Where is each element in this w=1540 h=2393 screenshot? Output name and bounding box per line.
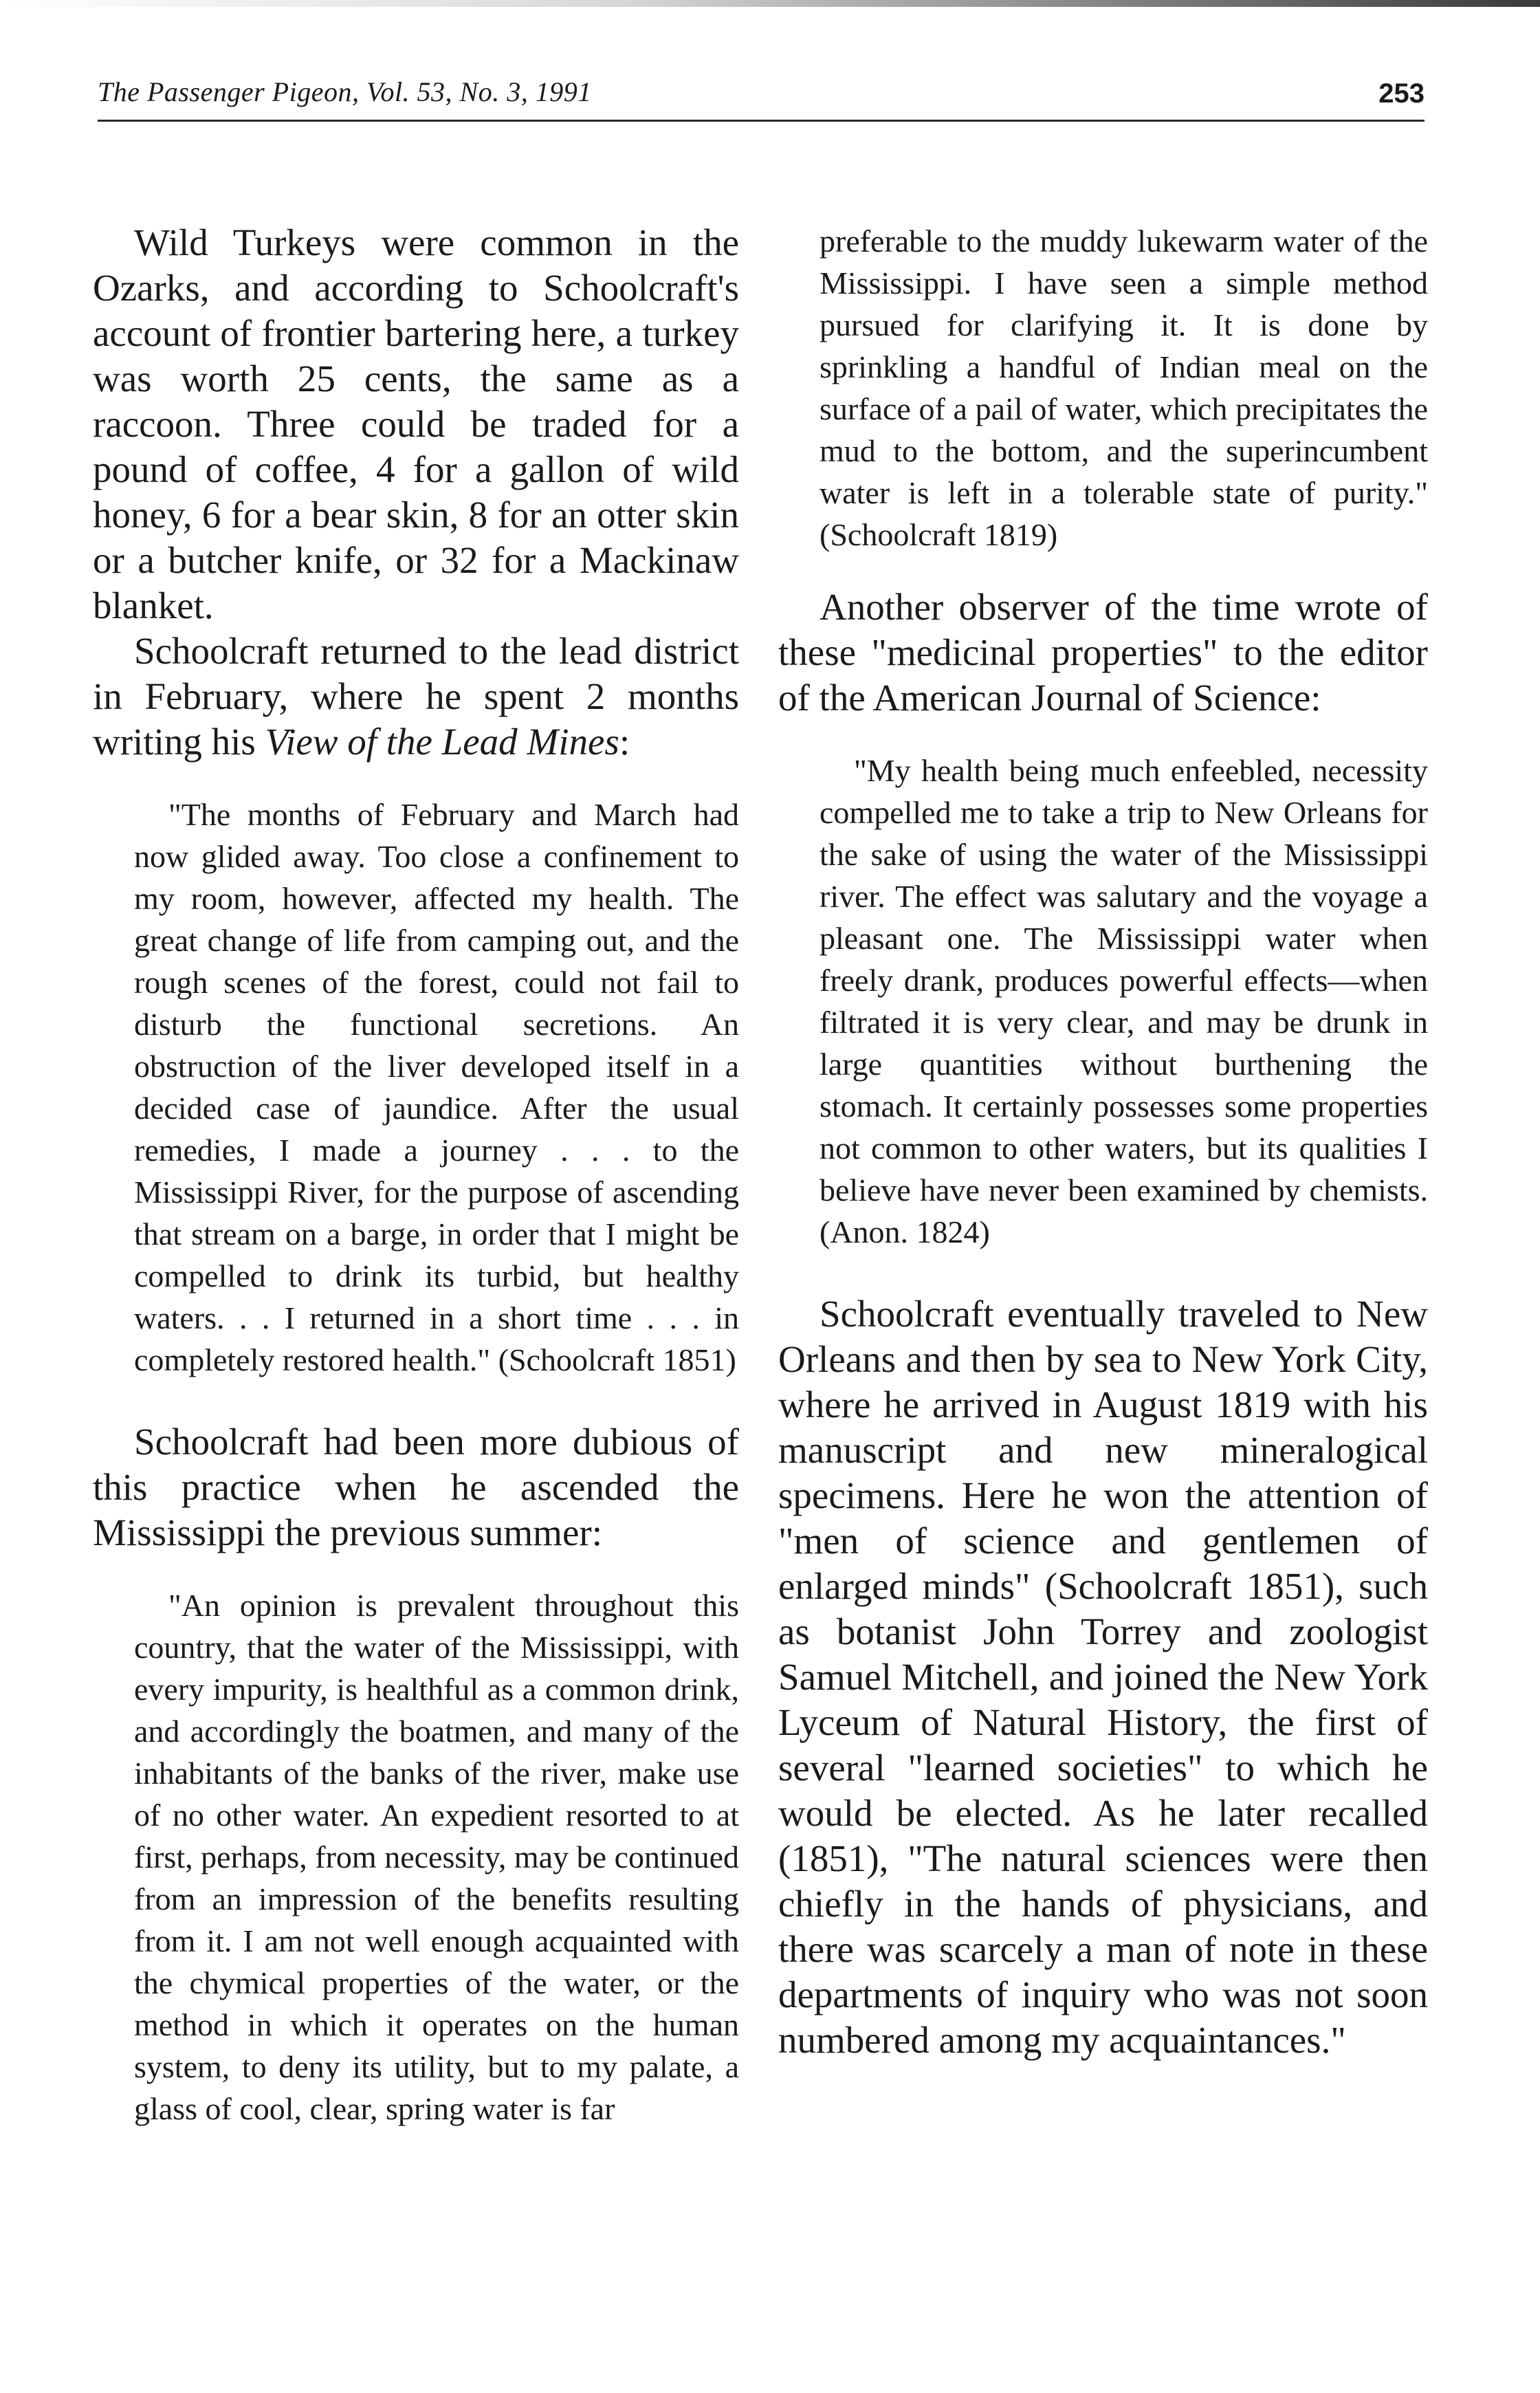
paragraph-another-observer: Another observer of the time wrote of these "medicinal properties" to the editor of the American Journal of Science: [778,586,1428,719]
quote-mississippi-water-continued: preferable to the muddy lukewarm water of the Mississippi. I have seen a simple method pursued for clarifying it. It is done by sprinkling a handful of Indian meal on the surface of a pail of water, which precipitates the mud to the bottom, and the superincumbent water is left in a tolerable state of purity." (Schoolcraft 1819) [820,223,1428,552]
quote-jaundice: "The months of February and March had now glided away. Too close a confinement to my room, however, affected my health. The great change of life from camping out, and the rough scenes of the forest, could not fail to disturb the functional secretions. An obstruction of the liver developed itself in a decided case of jaundice. After the usual remedies, I made a journey . . . to the Mississippi River, for the purpose of ascending that stream on a barge, in order that I might be compelled to drink its turbid, but healthy waters. . . I returned in a short time . . . in completely restored health." (Schoolcraft 1851) [134,797,739,1377]
paragraph-new-york: Schoolcraft eventually traveled to New Orleans and then by sea to New York City, where he arrived in August 1819 with his manuscript and new mineralogical specimens. Here he won the attention of "men of science and gentlemen of enlarged minds" (Schoolcraft 1851), such as botanist John Torrey and zoologist Samuel Mitchell, and joined the New York Lyceum of Natural History, the first of several "learned societies" to which he would be elected. As he later recalled (1851), "The natural sciences were then chiefly in the hands of physicians, and there was scarcely a man of note in these departments of inquiry who was not soon numbered among my acquaintances." [778,1293,1428,2061]
left-column [93,220,739,2130]
running-header [98,66,1424,114]
quote-mississippi-water: "An opinion is prevalent throughout this country, that the water of the Mississippi, with every impurity, is healthful as a common drink, and accordingly the boatmen, and many of the inhabitants of the banks of the river, make use of no other water. An expedient resorted to at first, perhaps, from necessity, may be continued from an impression of the benefits resulting from it. I am not well enough acquainted with the chymical properties of the water, or the method in which it operates on the human system, to deny its utility, but to my palate, a glass of cool, clear, spring water is far [134,1588,739,2126]
quote-health-enfeebled: "My health being much enfeebled, necessity compelled me to take a trip to New Orleans for the sake of using the water of the Mississippi river. The effect was salutary and the voyage a pleasant one. The Mississippi water when freely drank, produces powerful effects—when filtrated it is very clear, and may be drunk in large quantities without burthening the stomach. It certainly possesses some properties not common to other waters, but its qualities I believe have never been examined by chemists. (Anon. 1824) [820,753,1428,1249]
right-column [778,220,1428,2063]
page-number: 253 [1378,78,1424,109]
book-title: View of the Lead Mines [265,721,619,763]
paragraph-dubious: Schoolcraft had been more dubious of this practice when he ascended the Mississippi the previous summer: [93,1421,739,1553]
journal-citation: The Passenger Pigeon, Vol. 53, No. 3, 1991 [98,76,592,107]
top-border [0,0,1540,7]
header-rule [98,120,1424,122]
paragraph-turkeys: Wild Turkeys were common in the Ozarks, and according to Schoolcraft's account of frontier bartering here, a turkey was worth 25 cents, the same as a raccoon. Three could be traded for a pound of coffee, 4 for a gallon of wild honey, 6 for a bear skin, 8 for an otter skin or a butcher knife, or 32 for a Mackinaw blanket. [93,221,739,626]
paragraph-lead-district: Schoolcraft returned to the lead district in February, where he spent 2 months writing his View of the Lead Mines: [93,630,739,763]
